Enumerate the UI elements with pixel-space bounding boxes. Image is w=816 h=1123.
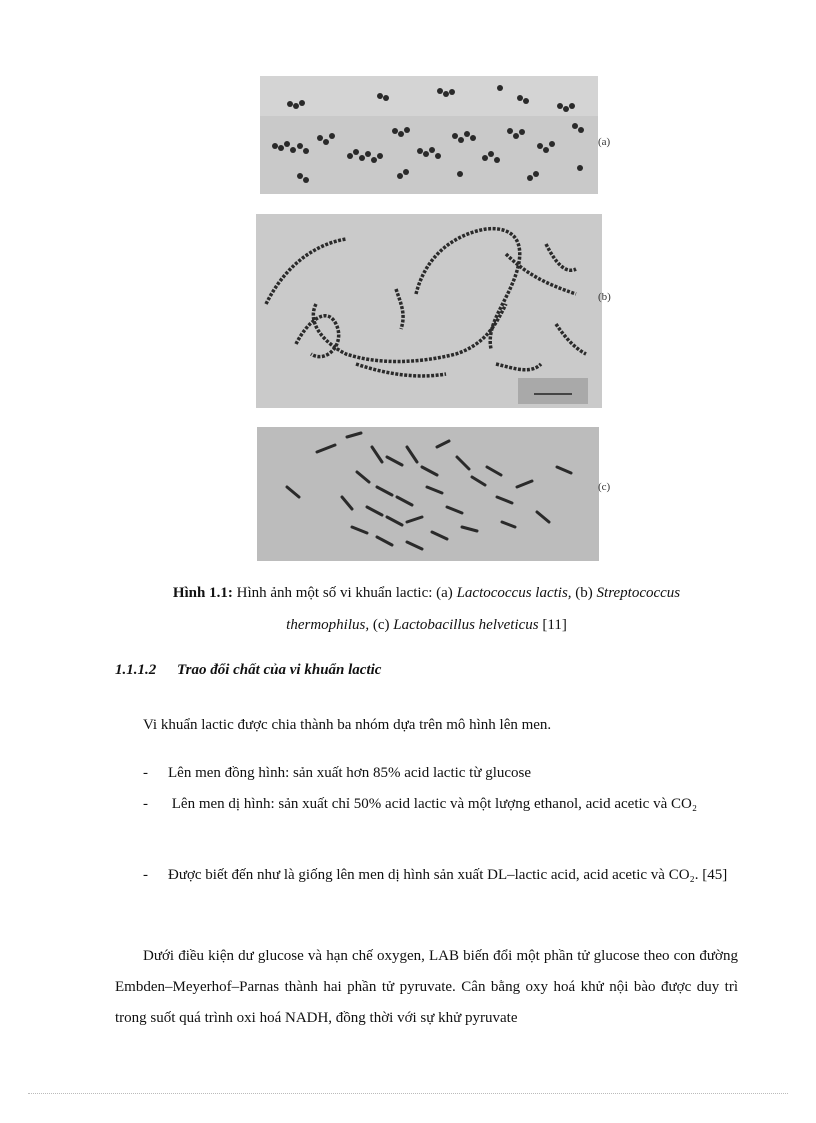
- micrograph-b: [256, 214, 602, 408]
- figure-label-c: (c): [598, 481, 611, 493]
- section-number: 1.1.1.2: [115, 662, 157, 678]
- bullet-dash: -: [143, 867, 148, 883]
- bullet-1: [115, 758, 738, 789]
- figure-label-b: (b): [598, 291, 611, 303]
- section-heading: [115, 662, 381, 679]
- bullet-2: [115, 789, 738, 820]
- caption-text-2: (b): [571, 585, 597, 601]
- caption-species-b2: thermophilus,: [286, 617, 370, 633]
- bullet-text: Lên men đồng hình: sản xuất hơn 85% acid lactic từ glucose: [168, 765, 532, 781]
- caption-ref: [11]: [538, 617, 567, 633]
- micrograph-c: [257, 427, 599, 561]
- micrograph-b-image: [256, 214, 602, 408]
- page-footer-divider: [28, 1093, 788, 1094]
- caption-text-3: (c): [369, 617, 394, 633]
- bullet-dash: -: [143, 796, 148, 812]
- bullet-text: Lên men dị hình: sản xuất chỉ 50% acid lactic và một lượng ethanol, acid acetic và CO₂: [168, 796, 698, 812]
- bullet-dash: -: [143, 765, 148, 781]
- bullet-3: [115, 860, 738, 891]
- figure-caption: [115, 577, 738, 641]
- section-title: Trao đổi chất của vi khuẩn lactic: [177, 662, 382, 678]
- caption-species-b1: Streptococcus: [596, 585, 681, 601]
- caption-text-1: Hình ảnh một số vi khuẩn lactic: (a): [232, 585, 457, 601]
- micrograph-c-image: [257, 427, 599, 561]
- micrograph-a-image: [260, 76, 598, 194]
- figure-label-a: (a): [598, 136, 611, 148]
- caption-bold-prefix: Hình 1.1:: [172, 585, 233, 601]
- bullet-text: Được biết đến như là giống lên men dị hình sản xuất DL–lactic acid, acid acetic và CO₂. [45]: [168, 867, 728, 883]
- caption-species-c: Lactobacillus helveticus: [393, 617, 539, 633]
- caption-species-a: Lactococcus lactis,: [456, 585, 572, 601]
- intro-paragraph: Vi khuẩn lactic được chia thành ba nhóm dựa trên mô hình lên men.: [143, 717, 552, 733]
- micrograph-a: [260, 76, 598, 194]
- body-paragraph: Dưới điều kiện dư glucose và hạn chế oxygen, LAB biến đổi một phần tử glucose theo con đường Embden–Meyerhof–Parnas thành hai phần tử pyruvate. Cân bằng oxy hoá khử nội bào được duy trì trong suốt quá trình oxi hoá NADH, đồng thời với sự khử pyruvate: [115, 948, 738, 1026]
